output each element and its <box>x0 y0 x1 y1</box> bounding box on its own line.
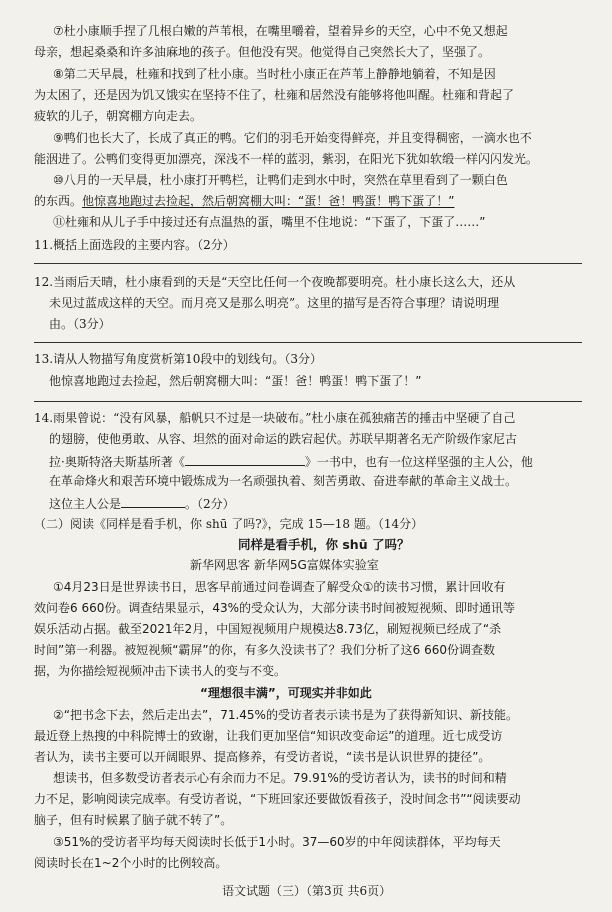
story-p8-line3: 疲软的儿子，朝窝棚方向走去。 <box>34 109 203 123</box>
article-subheading: “理想很丰满”，可现实并非如此 <box>200 686 372 700</box>
question-14-line2: 的翅膀，使他勇敢、从容、坦然的面对命运的跌宕起伏。苏联早期著名无产阶级作家尼古 <box>49 432 518 446</box>
section-2-intro: （二）阅读《同样是看手机，你 shū 了吗?》，完成 15—18 题。（14分） <box>34 517 424 531</box>
question-13-quote: 他惊喜地跑过去捡起，然后朝窝棚大叫：“蛋！爸！鸭蛋！鸭下蛋了！” <box>49 374 422 388</box>
question-12-line1: 12.当雨后天晴，杜小康看到的天是“天空比任何一个夜晚都要明亮。杜小康长这么大，还从 <box>34 275 516 289</box>
story-p7-line1: ⑦杜小康顺手捏了几根白嫩的芦苇根，在嘴里嚼着，望着异乡的天空，心中不免又想起 <box>53 24 508 38</box>
page-footer: 语文试题（三）（第3页 共6页） <box>222 884 392 898</box>
article-p1-line4: 时间”第一利器。被短视频“霸屏”的你，有多久没读书了？我们分析了这6 660份调查数 <box>34 643 496 657</box>
article-p2-line2: 最近登上热搜的中科院博士的致谢，让我们更加坚信“知识改变命运”的道理。近七成受访 <box>34 729 503 743</box>
story-p8-line1: ⑧第二天早晨，杜雍和找到了杜小康。当时杜小康正在芦苇上静静地躺着，不知是因 <box>53 67 496 81</box>
protagonist-blank[interactable] <box>121 495 185 508</box>
article-p1-line3: 娱乐活动占据。截至2021年2月，中国短视频用户规模达8.73亿，刷短视频已经成了“杀 <box>34 622 502 636</box>
article-p3-line2: 阅读时长在1~2个小时的比例较高。 <box>34 856 228 870</box>
question-14-book-suffix: 》一书中，也有一位这样坚强的主人公，他 <box>304 455 533 469</box>
story-p10-lead: 的东西。 <box>34 194 83 208</box>
question-14-protagonist-prefix: 这位主人公是 <box>49 497 122 511</box>
article-p2-line1: ②“把书念下去，然后走出去”，71.45%的受访者表示读书是为了获得新知识、新技能。 <box>53 708 518 722</box>
story-p9-line1: ⑨鸭们也长大了，长成了真正的鸭。它们的羽毛开始变得鲜亮，并且变得稠密，一滴水也不 <box>53 131 532 145</box>
story-p10-underlined-sentence: 他惊喜地跑过去捡起，然后朝窝棚大叫：“蛋！爸！鸭蛋！鸭下蛋了！” <box>82 194 455 208</box>
question-12-line2: 未见过蓝成这样的天空。而月亮又是那么明亮”。这里的描写是否符合事理？请说明理 <box>49 296 500 310</box>
article-p2-line4: 想读书，但多数受访者表示心有余而力不足。79.91%的受访者认为，读书的时间和精 <box>53 771 507 785</box>
article-title: 同样是看手机，你 shū 了吗？ <box>238 537 410 552</box>
answer-line-13 <box>34 401 582 402</box>
article-p1-line1: ①4月23日是世界读书日，思客早前通过问卷调查了解受众①的读书习惯，累计回收有 <box>53 580 506 594</box>
story-p8-line2: 为太困了，还是因为饥又饿实在坚持不住了，杜雍和居然没有能够将他叫醒。杜雍和背起了 <box>34 88 515 102</box>
story-p7-line2: 母亲，想起桑桑和许多油麻地的孩子。但他没有哭。他觉得自己突然长大了，坚强了。 <box>34 45 491 59</box>
article-p2-line5: 力不足，影响阅读完成率。有受访者说，“下班回家还要做饭看孩子，没时间念书”“阅读要动 <box>34 792 521 806</box>
question-14-book-prefix: 拉·奥斯特洛夫斯基所著《 <box>49 455 185 469</box>
story-p11: ⑪杜雍和从儿子手中接过还有点温热的蛋，嘴里不住地说：“下蛋了，下蛋了……” <box>53 215 486 229</box>
article-byline: 新华网思客 新华网5G富媒体实验室 <box>190 558 379 572</box>
question-12-line3: 由。（3分） <box>49 317 111 331</box>
answer-line-11 <box>34 263 582 264</box>
question-14-line3 <box>49 453 533 469</box>
question-14-line5 <box>49 495 235 511</box>
story-p10-line1: ⑩八月的一天早晨，杜小康打开鸭栏，让鸭们走到水中时，突然在草里看到了一颗白色 <box>53 173 508 187</box>
question-14-protagonist-suffix: 。（2分） <box>185 497 235 511</box>
story-p9-line2: 能洇进了。公鸭们变得更加漂亮，深浅不一样的蓝羽，紫羽，在阳光下犹如软缎一样闪闪发光。 <box>34 152 539 166</box>
question-11: 11.概括上面选段的主要内容。（2分） <box>34 238 235 252</box>
article-p2-line3: 者认为，读书主要可以开阔眼界、提高修养，有受访者说，“读书是认识世界的捷径”。 <box>34 750 491 764</box>
article-p1-line2: 效问卷6 660份。调查结果显示，43%的受众认为，大部分读书时间被短视频、即时通讯等 <box>34 601 516 615</box>
article-p2-line6: 脑子，但有时候累了脑子就不转了”。 <box>34 813 233 827</box>
article-p1-line5: 据，为你描绘短视频冲击下读书人的变与不变。 <box>34 664 287 678</box>
answer-line-12 <box>34 342 582 343</box>
question-14-line4: 在革命烽火和艰苦环境中锻炼成为一名顽强执着、刻苦勇敢、奋进奉献的革命主义战士。 <box>49 474 518 488</box>
book-title-blank[interactable] <box>185 453 305 466</box>
article-p3-line1: ③51%的受访者平均每天阅读时长低于1小时。37—60岁的中年阅读群体，平均每天 <box>53 835 501 849</box>
question-13: 13.请从人物描写角度赏析第10段中的划线句。（3分） <box>34 352 322 366</box>
question-14-line1: 14.雨果曾说：“没有风暴，船帆只不过是一块破布。”杜小康在孤独痛苦的捶击中坚硬了自己 <box>34 411 516 425</box>
story-p10-line2 <box>34 194 454 208</box>
